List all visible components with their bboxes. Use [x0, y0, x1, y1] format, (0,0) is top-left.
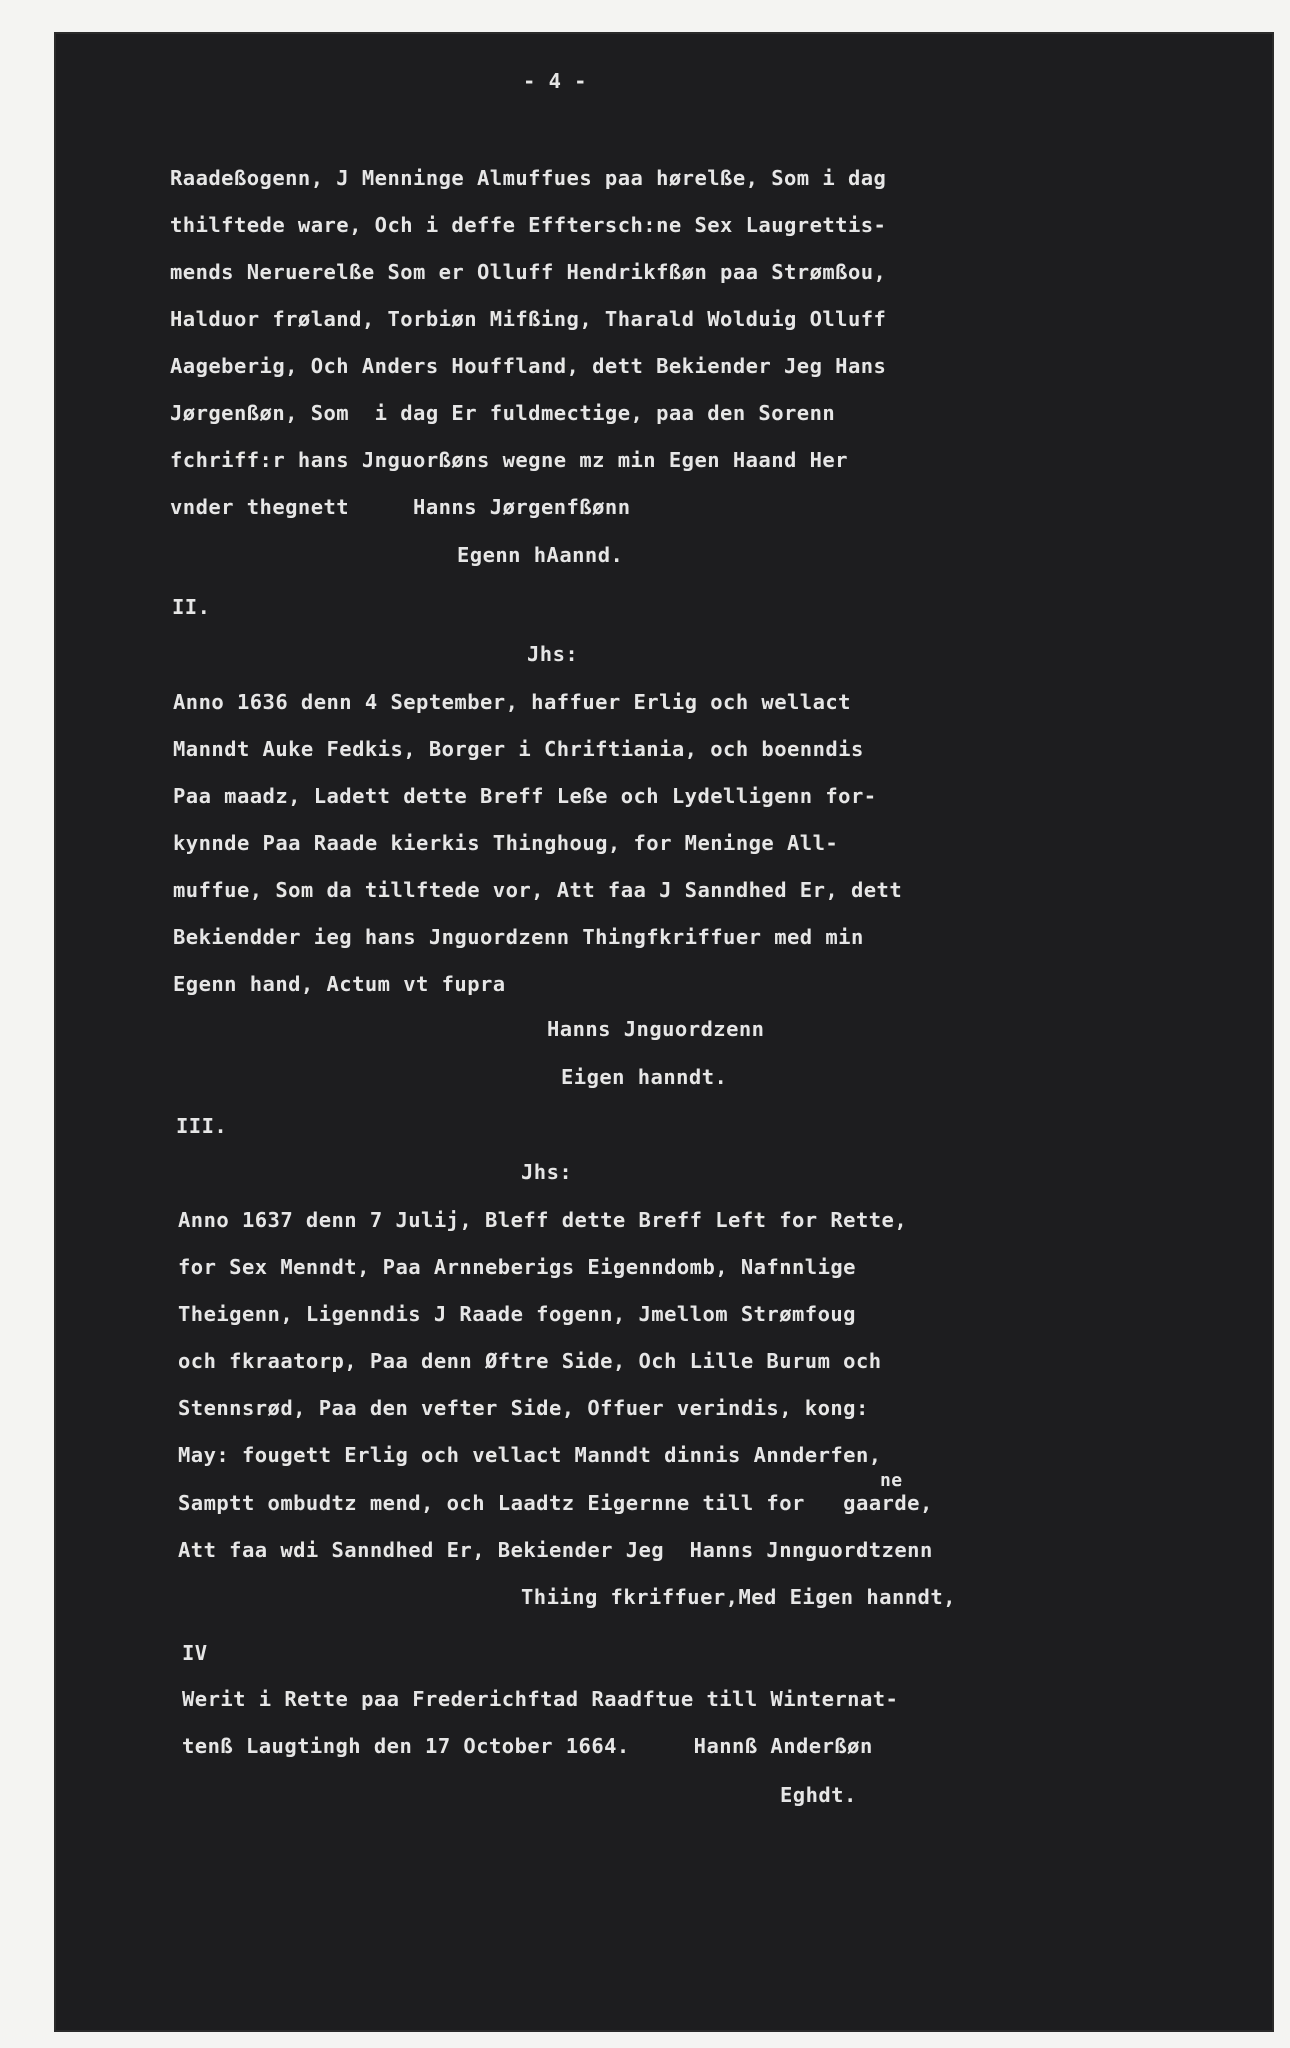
text-line: Att faa wdi Sanndhed Er, Bekiender Jeg Hanns Jnnguordtzenn [178, 1538, 933, 1562]
section-heading: Jhs: [521, 1160, 573, 1184]
interlinear-insertion: ne [880, 1470, 903, 1491]
text-line: Raadeßogenn, J Menninge Almuffues paa hørelße, Som i dag [170, 166, 887, 190]
section-numeral: II. [172, 595, 211, 619]
text-line: Samptt ombudtz mend, och Laadtz Eigernne till for gaarde, [178, 1491, 933, 1515]
text-line: och fkraatorp, Paa denn Øftre Side, Och Lille Burum och [178, 1349, 882, 1373]
section-numeral: IV [182, 1641, 208, 1665]
text-line: Halduor frøland, Torbiøn Mifßing, Tharald Wolduig Olluff [170, 307, 887, 331]
text-line: muffue, Som da tillftede vor, Att faa J Sanndhed Er, dett [173, 878, 903, 902]
text-line: Paa maadz, Ladett dette Breff Leße och Lydelligenn for- [173, 784, 877, 808]
text-line: mends Neruerelße Som er Olluff Hendrikfßøn paa Strømßou, [170, 260, 887, 284]
text-line: Theigenn, Ligenndis J Raade fogenn, Jmellom Strømfoug [178, 1302, 856, 1326]
text-line: kynnde Paa Raade kierkis Thinghoug, for Meninge All- [173, 831, 839, 855]
text-line: Bekiendder ieg hans Jnguordzenn Thingfkriffuer med min [173, 925, 864, 949]
signature-name: Hanns Jnguordzenn [547, 1017, 765, 1041]
text-line: for Sex Menndt, Paa Arnneberigs Eigenndomb, Nafnnlige [178, 1255, 856, 1279]
text-line: Manndt Auke Fedkis, Borger i Chriftiania, och boenndis [173, 737, 864, 761]
text-line: thilftede ware, Och i deffe Efftersch:ne Sex Laugrettis- [170, 213, 887, 237]
text-line: vnder thegnett Hanns Jørgenfßønn [170, 495, 631, 519]
section-heading: Jhs: [527, 642, 579, 666]
text-line: Aageberig, Och Anders Houffland, dett Bekiender Jeg Hans [170, 354, 887, 378]
signature-line: Thiing fkriffuer,Med Eigen hanndt, [521, 1585, 956, 1609]
text-line: Anno 1637 denn 7 Julij, Bleff dette Breff Left for Rette, [178, 1208, 908, 1232]
page-number: - 4 - [523, 69, 587, 93]
text-line: tenß Laugtingh den 17 October 1664. Hannß Anderßøn [182, 1734, 873, 1758]
text-line: Werit i Rette paa Frederichftad Raadftue till Winternat- [182, 1687, 899, 1711]
text-line: Egenn hand, Actum vt fupra [173, 972, 506, 996]
text-line: Jørgenßøn, Som i dag Er fuldmectige, paa den Sorenn [170, 401, 836, 425]
section-numeral: III. [176, 1114, 228, 1138]
text-line: Anno 1636 denn 4 September, haffuer Erlig och wellact [173, 690, 851, 714]
text-line: May: fougett Erlig och vellact Manndt dinnis Annderfen, [178, 1443, 882, 1467]
signature-line: Egenn hAannd. [457, 543, 624, 567]
signature-line: Eigen hanndt. [561, 1065, 728, 1089]
signature-line: Eghdt. [780, 1783, 857, 1807]
microfilm-frame [56, 34, 1272, 2030]
text-line: Stennsrød, Paa den vefter Side, Offuer verindis, kong: [178, 1396, 869, 1420]
text-line: fchriff:r hans Jnguorßøns wegne mz min Egen Haand Her [170, 448, 848, 472]
